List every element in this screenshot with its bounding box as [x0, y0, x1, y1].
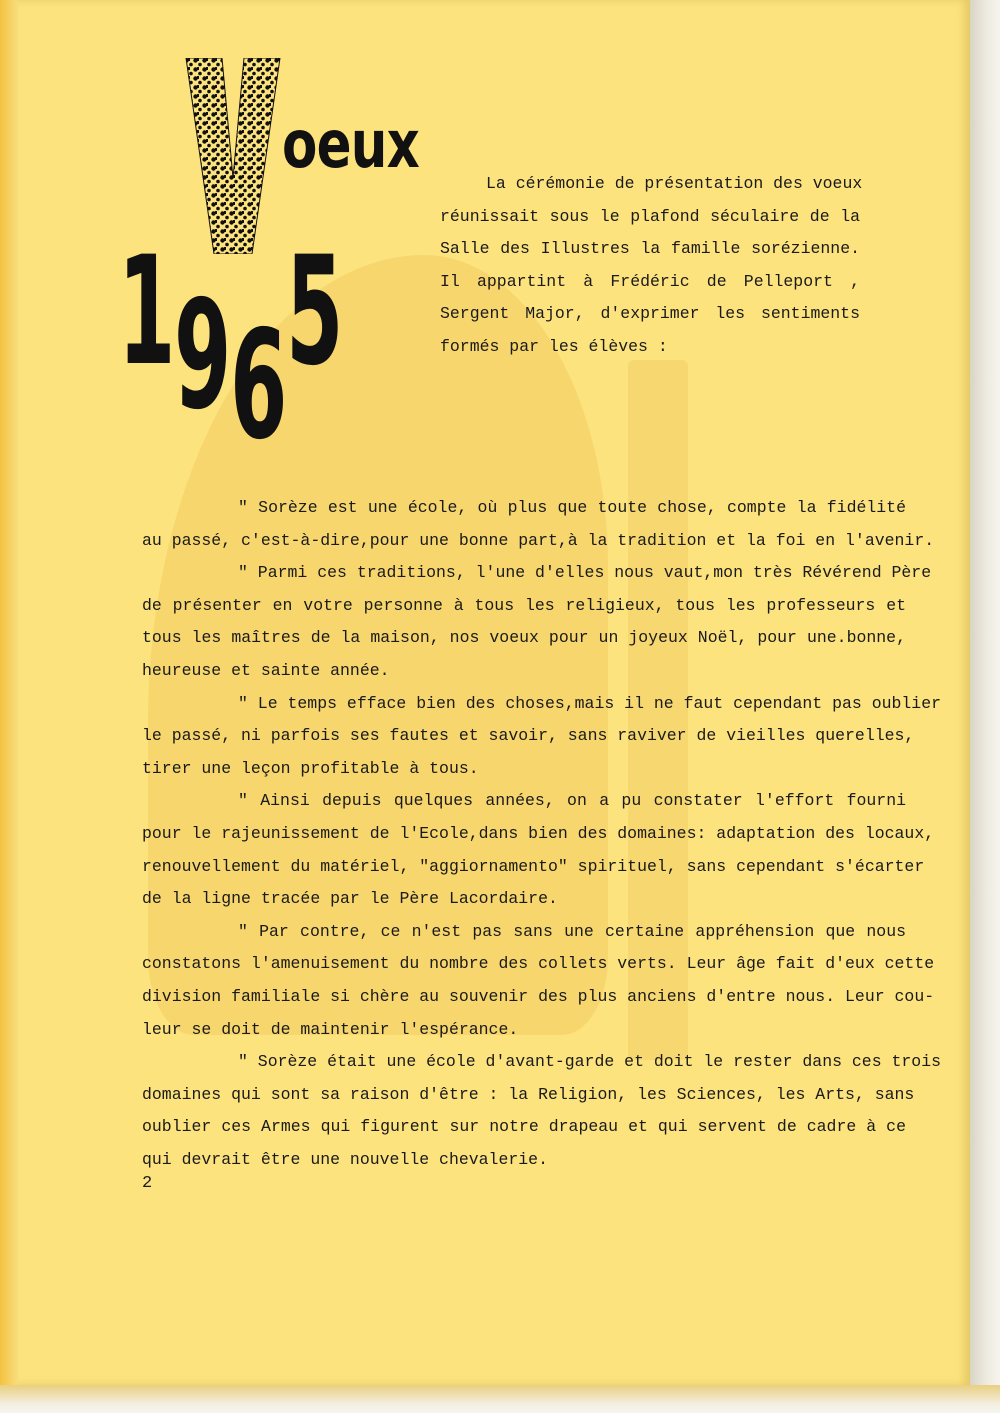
text-line: renouvellement du matériel, "aggiornamento" spirituel, sans cependant s'écarter — [142, 856, 925, 876]
patterned-initial-v — [184, 58, 282, 254]
text-line: heureuse et sainte année. — [142, 660, 390, 680]
intro-line: La cérémonie de présentation des voeux — [486, 174, 863, 193]
intro-line: réunissait sous le plafond séculaire de la — [440, 206, 860, 226]
text-line: " Parmi ces traditions, l'une d'elles nous vaut,mon très Révérend Père — [238, 563, 932, 583]
text-line: division familiale si chère au souvenir des plus anciens d'entre nous. Leur cou- — [142, 986, 935, 1006]
text-line: pour le rajeunissement de l'Ecole,dans bien des domaines: adaptation des locaux, — [142, 823, 935, 843]
text-line: " Sorèze était une école d'avant-garde et doit le rester dans ces trois — [238, 1052, 942, 1072]
text-line: domaines qui sont sa raison d'être : la Religion, les Sciences, les Arts, sans — [142, 1084, 915, 1104]
text-line: de présenter en votre personne à tous les religieux, tous les professeurs et — [142, 595, 906, 615]
speech-text — [142, 492, 942, 1176]
scan-edge-right — [970, 0, 1000, 1413]
year-digit-3: 6 — [230, 299, 288, 473]
text-line: de la ligne tracée par le Père Lacordaire. — [142, 889, 558, 909]
text-line: tous les maîtres de la maison, nos voeux pour un joyeux Noël, pour une.bonne, — [142, 628, 906, 648]
intro-line: Sergent Major, d'exprimer les sentiments — [440, 304, 860, 324]
text-line: " Le temps efface bien des choses,mais il ne faut cependant pas oublier — [238, 693, 942, 713]
text-line: " Ainsi depuis quelques années, on a pu constater l'effort fourni — [238, 791, 906, 811]
intro-line: Il appartint à Frédéric de Pelleport , — [440, 271, 860, 291]
intro-line: formés par les élèves : — [440, 336, 668, 356]
text-line: qui devrait être une nouvelle chevalerie. — [142, 1149, 548, 1169]
text-line: oublier ces Armes qui figurent sur notre drapeau et qui servent de cadre à ce — [142, 1117, 906, 1137]
year-digit-4: 5 — [286, 225, 344, 399]
page-number: 2 — [142, 1174, 153, 1193]
scan-edge-bottom — [0, 1385, 1000, 1413]
text-line: " Par contre, ce n'est pas sans une certaine appréhension que nous — [238, 921, 906, 941]
text-line: " Sorèze est une école, où plus que toute chose, compte la fidélité — [238, 498, 906, 517]
text-line: au passé, c'est-à-dire,pour une bonne part,à la tradition et la foi en l'avenir. — [142, 530, 935, 550]
title-word: oeux — [282, 106, 420, 183]
title-block — [118, 52, 438, 473]
intro-line: Salle des Illustres la famille sorézienne. — [440, 239, 860, 259]
text-line: constatons l'amenuisement du nombre des collets verts. Leur âge fait d'eux cette — [142, 954, 935, 974]
year-digit-1: 1 — [118, 225, 176, 399]
text-line: tirer une leçon profitable à tous. — [142, 758, 479, 778]
text-line: le passé, ni parfois ses fautes et savoir, sans raviver de vieilles querelles, — [142, 726, 915, 746]
year-digit-2: 9 — [174, 269, 232, 443]
intro-paragraph — [440, 168, 863, 364]
text-line: leur se doit de maintenir l'espérance. — [142, 1019, 519, 1039]
